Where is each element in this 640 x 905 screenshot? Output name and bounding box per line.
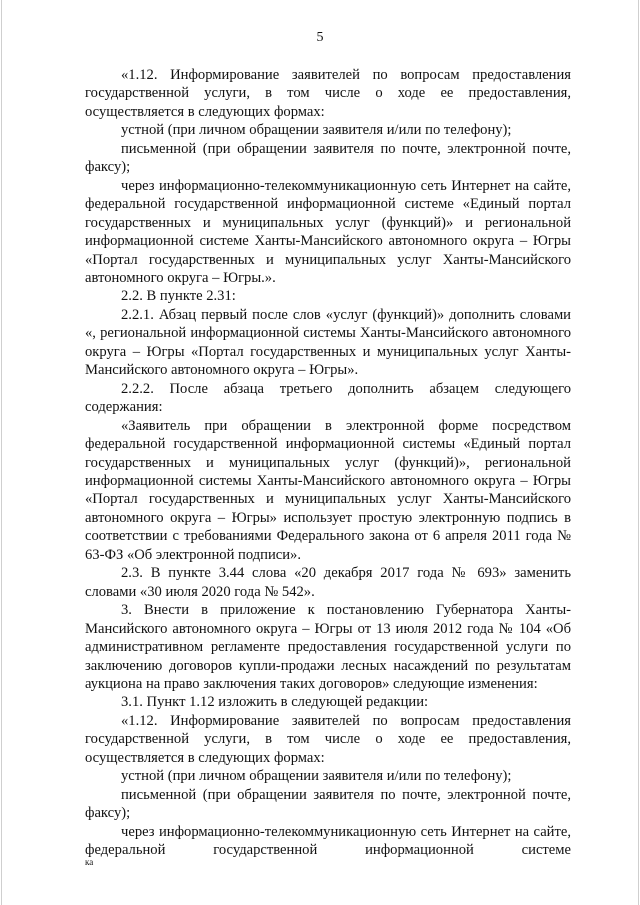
paragraph: «1.12. Информирование заявителей по вопросам предоставления государственной услуги, в том числе о ходе ее предоставления, осуществляется в следующих формах: [85,67,571,120]
footer-mark: ка [85,857,94,867]
document-body [85,66,571,859]
paragraph: письменной (при обращении заявителя по почте, электронной почте, факсу); [85,786,571,822]
paragraph: 2.2.2. После абзаца третьего дополнить абзацем следующего содержания: [85,380,571,416]
paragraph: через информационно-телекоммуникационную сеть Интернет на сайте, федеральной государственной информационной системе «Единый портал государственных и муниципальных услуг (функций)» и региональной информационной системе Ханты-Мансийского автономного округа – Югры «Портал государственных и муниципальных услуг Ханты-Мансийского автономного округа – Югры.». [85,177,571,286]
page-number: 5 [316,30,324,45]
scan-edge-right [638,0,639,905]
paragraph: 3.1. Пункт 1.12 изложить в следующей редакции: [121,694,429,711]
paragraph: 2.2. В пункте 2.31: [121,288,236,305]
paragraph: 2.2.1. Абзац первый после слов «услуг (функций)» дополнить словами «, региональной информационной системы Ханты-Мансийского автономного округа – Югры «Портал государственных и муниципальных услуг Ханты-Мансийского автономного округа – Югры». [85,306,571,379]
paragraph: «Заявитель при обращении в электронной форме посредством федеральной государственной информационной системы «Единый портал государственных и муниципальных услуг (функций)», региональной информационной системы Ханты-Мансийского автономного округа – Югры «Портал государственных и муниципальных услуг Ханты-Мансийского автономного округа – Югры» использует простую электронную подпись в соответствии с требованиями Федерального закона от 6 апреля 2011 года № 63-ФЗ «Об электронной подписи». [85,417,571,563]
paragraph: устной (при личном обращении заявителя и/или по телефону); [121,768,512,785]
paragraph: устной (при личном обращении заявителя и/или по телефону); [121,122,512,139]
paragraph: «1.12. Информирование заявителей по вопросам предоставления государственной услуги, в том числе о ходе ее предоставления, осуществляется в следующих формах: [85,712,571,766]
paragraph: через информационно-телекоммуникационную сеть Интернет на сайте, федеральной государственной информационной системе [85,823,571,859]
paragraph: 3. Внести в приложение к постановлению Губернатора Ханты-Мансийского автономного округа – Югры от 13 июля 2012 года № 104 «Об административном регламенте предоставления государственной услуги по заключению договоров купли-продажи лесных насаждений по результатам аукциона на право заключения таких договоров» следующие изменения: [85,602,571,692]
paragraph: 2.3. В пункте 3.44 слова «20 декабря 2017 года № 693» заменить словами «30 июля 2020 года № 542». [85,565,571,600]
scan-edge-left [1,0,2,905]
paragraph: письменной (при обращении заявителя по почте, электронной почте, факсу); [85,140,571,176]
